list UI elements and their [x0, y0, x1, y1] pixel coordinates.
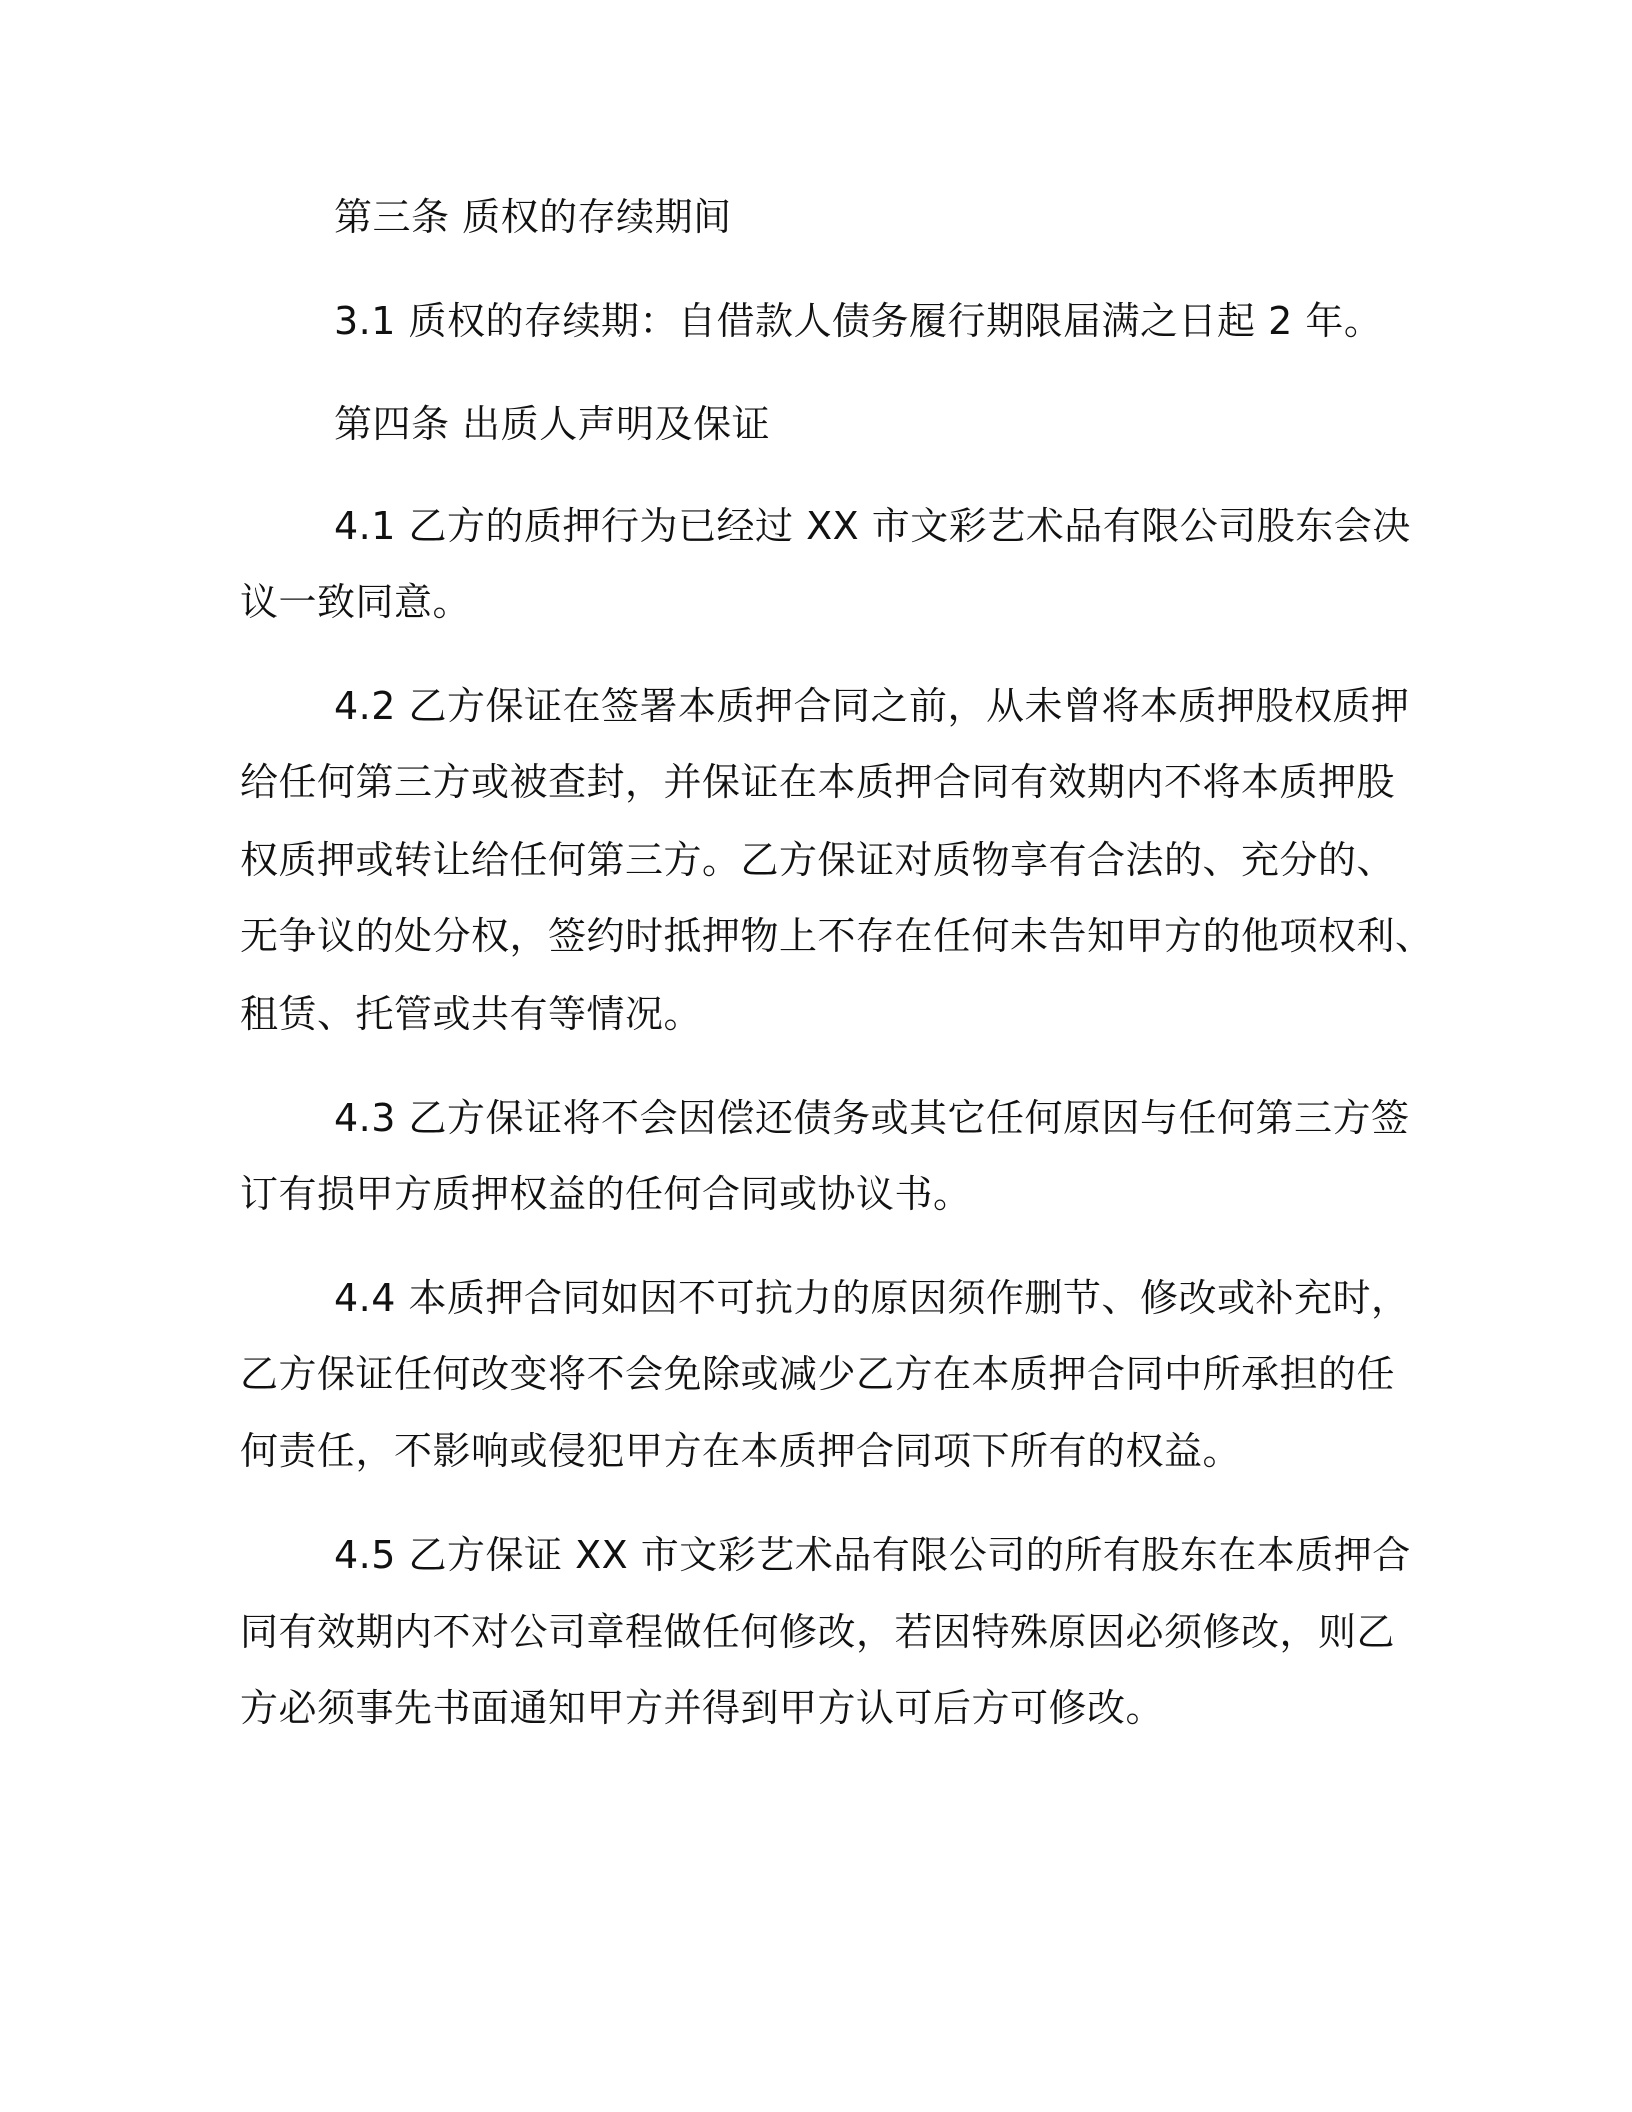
- clause-4-4-line: 4.4 本质押合同如因不可抗力的原因须作删节、修改或补充时，: [334, 1276, 1410, 1320]
- clause-4-2-line: 4.2 乙方保证在签署本质押合同之前，从未曾将本质押股权质押: [334, 684, 1410, 728]
- clause-4-5-line: 同有效期内不对公司章程做任何修改，若因特殊原因必须修改，则乙: [240, 1610, 1396, 1654]
- clause-3-1: 3.1 质权的存续期：自借款人债务履行期限届满之日起 2 年。: [334, 299, 1383, 343]
- clause-4-2-line: 租赁、托管或共有等情况。: [240, 992, 703, 1036]
- clause-4-4-line: 乙方保证任何改变将不会免除或减少乙方在本质押合同中所承担的任: [240, 1352, 1396, 1396]
- clause-4-2-line: 无争议的处分权，签约时抵押物上不存在任何未告知甲方的他项权利、: [240, 914, 1434, 958]
- clause-4-3-line: 订有损甲方质押权益的任何合同或协议书。: [240, 1172, 972, 1216]
- clause-4-4-line: 何责任，不影响或侵犯甲方在本质押合同项下所有的权益。: [240, 1429, 1242, 1473]
- clause-4-2-line: 给任何第三方或被查封，并保证在本质押合同有效期内不将本质押股: [240, 760, 1396, 804]
- article-4-heading: 第四条 出质人声明及保证: [334, 402, 771, 446]
- article-3-heading: 第三条 质权的存续期间: [334, 195, 732, 239]
- clause-4-3-line: 4.3 乙方保证将不会因偿还债务或其它任何原因与任何第三方签: [334, 1096, 1410, 1140]
- clause-4-5-line: 4.5 乙方保证 XX 市文彩艺术品有限公司的所有股东在本质押合: [334, 1533, 1411, 1577]
- clause-4-1-line: 4.1 乙方的质押行为已经过 XX 市文彩艺术品有限公司股东会决: [334, 504, 1411, 548]
- clause-4-5-line: 方必须事先书面通知甲方并得到甲方认可后方可修改。: [240, 1686, 1165, 1730]
- clause-4-1-line: 议一致同意。: [240, 580, 472, 624]
- clause-4-2-line: 权质押或转让给任何第三方。乙方保证对质物享有合法的、充分的、: [240, 838, 1396, 882]
